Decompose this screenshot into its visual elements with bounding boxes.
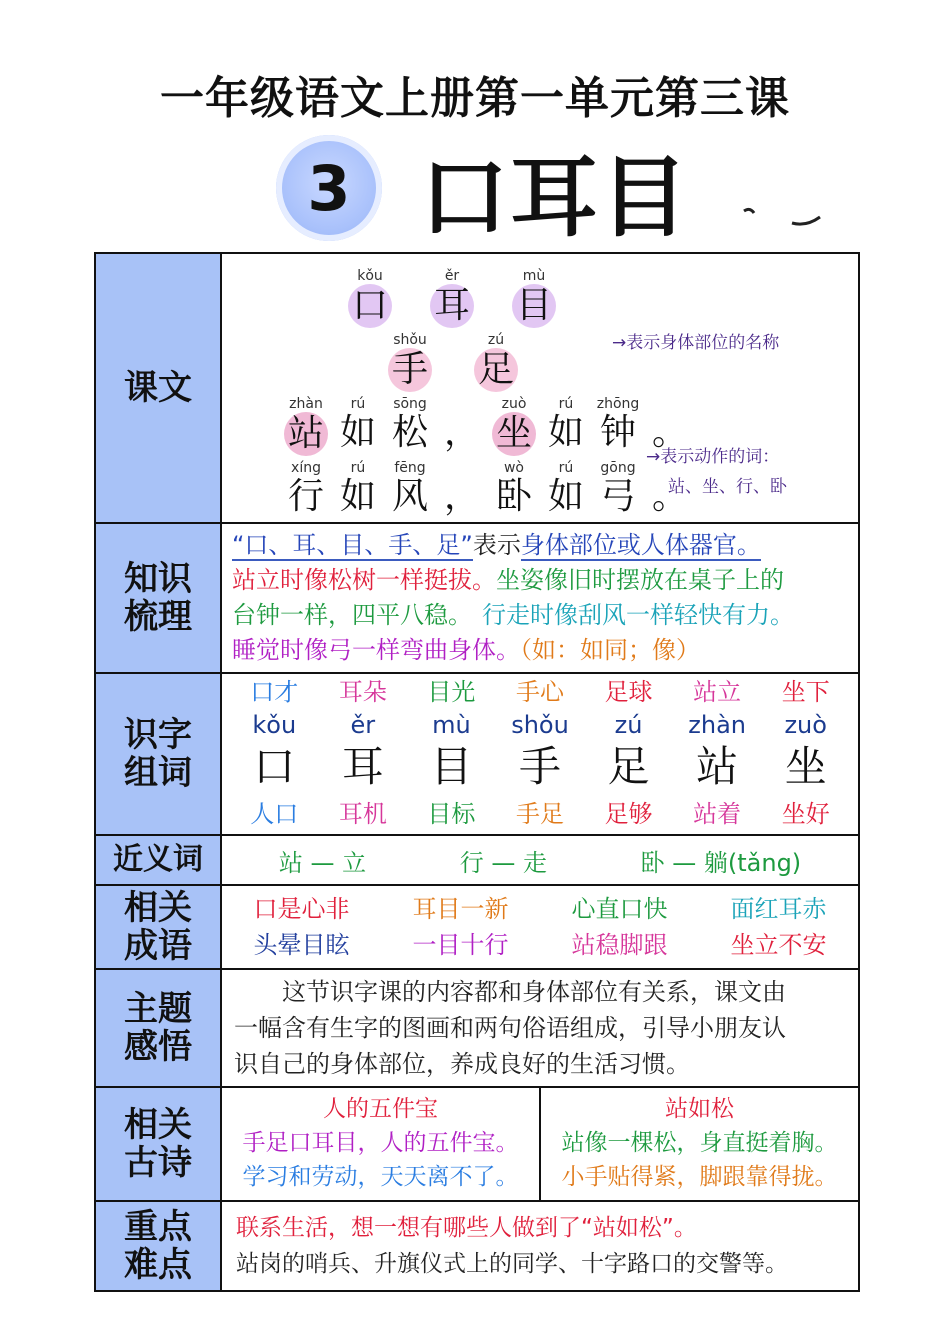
label-zhishi: 知识 梳理 [95, 523, 221, 673]
word-bottom: 目标 [427, 800, 476, 828]
idiom: 坐立不安 [730, 931, 827, 959]
kewen-char [588, 396, 648, 454]
idiom: 心直口快 [571, 895, 668, 923]
label-kewen: 课文 [95, 253, 221, 523]
kewen-section [221, 253, 859, 523]
label-zhongdian: 重点 难点 [95, 1201, 221, 1291]
pinyin: sōng [393, 396, 427, 412]
hanzi: 坐 [492, 412, 536, 456]
char-big: 坐 [784, 742, 827, 791]
word-top: 口才 [250, 678, 299, 706]
kewen-char [484, 460, 544, 518]
pinyin: kǒu [357, 268, 383, 284]
idiom: 头晕目眩 [253, 931, 350, 959]
kewen-char [466, 332, 526, 392]
idiom: 站稳脚跟 [571, 931, 668, 959]
hanzi: 站 [284, 412, 328, 456]
jinyici-section [221, 835, 859, 885]
char-big: 站 [696, 742, 739, 791]
lesson-number-badge: 3 [276, 135, 382, 241]
pinyin: xíng [291, 460, 321, 476]
idiom: 一目十行 [412, 931, 509, 959]
idiom: 耳目一新 [412, 895, 509, 923]
zhuti-section [221, 969, 859, 1087]
zhongdian-section [221, 1201, 859, 1291]
pinyin [640, 396, 700, 412]
pinyin: zhōng [596, 396, 640, 412]
char-pinyin: zhàn [688, 711, 746, 739]
kewen-char [328, 460, 388, 518]
hanzi: ， [443, 412, 480, 453]
hanzi: 卧 [495, 476, 532, 517]
hanzi: 目 [512, 284, 556, 328]
pinyin [432, 460, 492, 476]
char-pinyin: shǒu [511, 711, 569, 739]
synonym-pair: 行 — 走 [459, 848, 547, 877]
word-bottom: 站着 [693, 800, 742, 828]
zhishi-section [221, 523, 859, 673]
lesson-title: 口耳目 [420, 146, 691, 249]
pinyin: zú [487, 332, 505, 348]
hanzi: 手 [388, 348, 432, 392]
char-big: 目 [430, 742, 473, 791]
poem-title: 人的五件宝 [323, 1096, 438, 1122]
hanzi: 。 [651, 476, 688, 517]
hanzi: ， [443, 476, 480, 517]
char-big: 耳 [341, 742, 384, 791]
word-bottom: 耳机 [338, 800, 387, 828]
char-pinyin: kǒu [252, 711, 297, 739]
pinyin: mù [522, 268, 546, 284]
word-top: 耳朵 [338, 678, 387, 706]
hanzi: 行 [287, 476, 324, 517]
kewen-char [536, 460, 596, 518]
hanzi: 耳 [430, 284, 474, 328]
zhuti-line-3: 识自己的身体部位，养成良好的生活习惯。 [234, 1050, 690, 1078]
hanzi: 钟 [599, 412, 636, 453]
hanzi: 口 [348, 284, 392, 328]
poem-line: 学习和劳动，天天离不了。 [242, 1164, 519, 1190]
hanzi: 。 [651, 412, 688, 453]
zhongdian-line-1: 联系生活，想一想有哪些人做到了“站如松”。 [236, 1215, 697, 1241]
word-top: 目光 [427, 678, 476, 706]
pinyin: rú [558, 460, 574, 476]
gushi-section [221, 1087, 859, 1201]
word-top: 手心 [515, 678, 564, 706]
hanzi: 如 [339, 476, 376, 517]
synonym-pair: 卧 — 躺(tǎng) [640, 848, 802, 877]
lesson-table [94, 252, 860, 1292]
pinyin: shǒu [393, 332, 427, 348]
char-pinyin: zuò [784, 711, 827, 739]
kewen-char [340, 268, 400, 328]
kewen-char [432, 396, 492, 454]
poem-line: 小手贴得紧，脚跟靠得拢。 [561, 1164, 838, 1190]
word-top: 足球 [604, 678, 653, 706]
idiom: 面红耳赤 [730, 895, 827, 923]
char-pinyin: mù [432, 711, 471, 739]
pinyin: fēng [394, 460, 426, 476]
char-pinyin: ěr [350, 711, 376, 739]
hanzi: 足 [474, 348, 518, 392]
word-bottom: 坐好 [781, 800, 830, 828]
pinyin: rú [558, 396, 574, 412]
page-title: 一年级语文上册第一单元第三课 [160, 73, 790, 124]
word-top: 站立 [693, 678, 742, 706]
kewen-char [276, 396, 336, 456]
kewen-char [380, 396, 440, 454]
kewen-char [380, 332, 440, 392]
label-zhuti: 主题 感悟 [95, 969, 221, 1087]
hanzi: 弓 [599, 476, 636, 517]
label-shizi: 识字 组词 [95, 673, 221, 835]
hanzi: 风 [391, 476, 428, 517]
synonym-pair: 站 — 立 [278, 848, 367, 877]
hanzi: 如 [339, 412, 376, 453]
kewen-char [380, 460, 440, 518]
char-pinyin: zú [614, 711, 643, 739]
zhishi-line-2: 站立时像松树一样挺拔。坐姿像旧时摆放在桌子上的 [232, 566, 784, 594]
kewen-char [422, 268, 482, 328]
note-actions: →表示动作的词： [646, 447, 780, 467]
zhuti-line-2: 一幅含有生字的图画和两句俗语组成，引导小朋友认 [234, 1014, 786, 1042]
kewen-char [328, 396, 388, 454]
poem-line: 站像一棵松，身直挺着胸。 [561, 1130, 838, 1156]
pinyin: zhàn [289, 396, 323, 412]
char-big: 手 [518, 742, 561, 791]
kewen-char [504, 268, 564, 328]
chengyu-section [221, 885, 859, 969]
kewen-char [484, 396, 544, 456]
note-actions-words: 站、坐、行、卧 [668, 477, 787, 497]
pinyin: wò [503, 460, 524, 476]
poem-title: 站如松 [665, 1096, 734, 1122]
zhishi-line-4: 睡觉时像弓一样弯曲身体。（如：如同；像） [232, 636, 700, 664]
poem [222, 1088, 539, 1200]
poem [539, 1088, 858, 1200]
word-bottom: 足够 [604, 800, 653, 828]
shizi-section [221, 673, 859, 835]
hanzi: 如 [547, 412, 584, 453]
char-big: 足 [607, 742, 650, 791]
label-chengyu: 相关 成语 [95, 885, 221, 969]
kewen-char [588, 460, 648, 518]
decorative-stroke-icon [742, 205, 822, 229]
hanzi: 松 [391, 412, 428, 453]
pinyin: gōng [600, 460, 636, 476]
poem-line: 手足口耳目，人的五件宝。 [242, 1130, 519, 1156]
kewen-char [432, 460, 492, 518]
kewen-char [536, 396, 596, 454]
word-bottom: 人口 [250, 800, 299, 828]
idiom: 口是心非 [253, 895, 350, 923]
pinyin: ěr [444, 268, 460, 284]
note-body-parts: →表示身体部位的名称 [612, 333, 780, 353]
pinyin: rú [350, 396, 366, 412]
label-jinyici: 近义词 [95, 835, 221, 885]
label-gushi: 相关 古诗 [95, 1087, 221, 1201]
zhongdian-line-2: 站岗的哨兵、升旗仪式上的同学、十字路口的交警等。 [236, 1251, 788, 1277]
zhishi-line-1: “口、耳、目、手、足”表示身体部位或人体器官。 [232, 531, 761, 559]
hanzi: 如 [547, 476, 584, 517]
char-big: 口 [253, 742, 296, 791]
zhuti-line-1: 这节识字课的内容都和身体部位有关系，课文由 [282, 978, 786, 1006]
pinyin: rú [350, 460, 366, 476]
word-bottom: 手足 [515, 800, 564, 828]
pinyin [432, 396, 492, 412]
kewen-char [276, 460, 336, 518]
zhishi-line-3: 台钟一样，四平八稳。 行走时像刮风一样轻快有力。 [232, 601, 794, 629]
pinyin: zuò [501, 396, 527, 412]
word-top: 坐下 [781, 678, 830, 706]
